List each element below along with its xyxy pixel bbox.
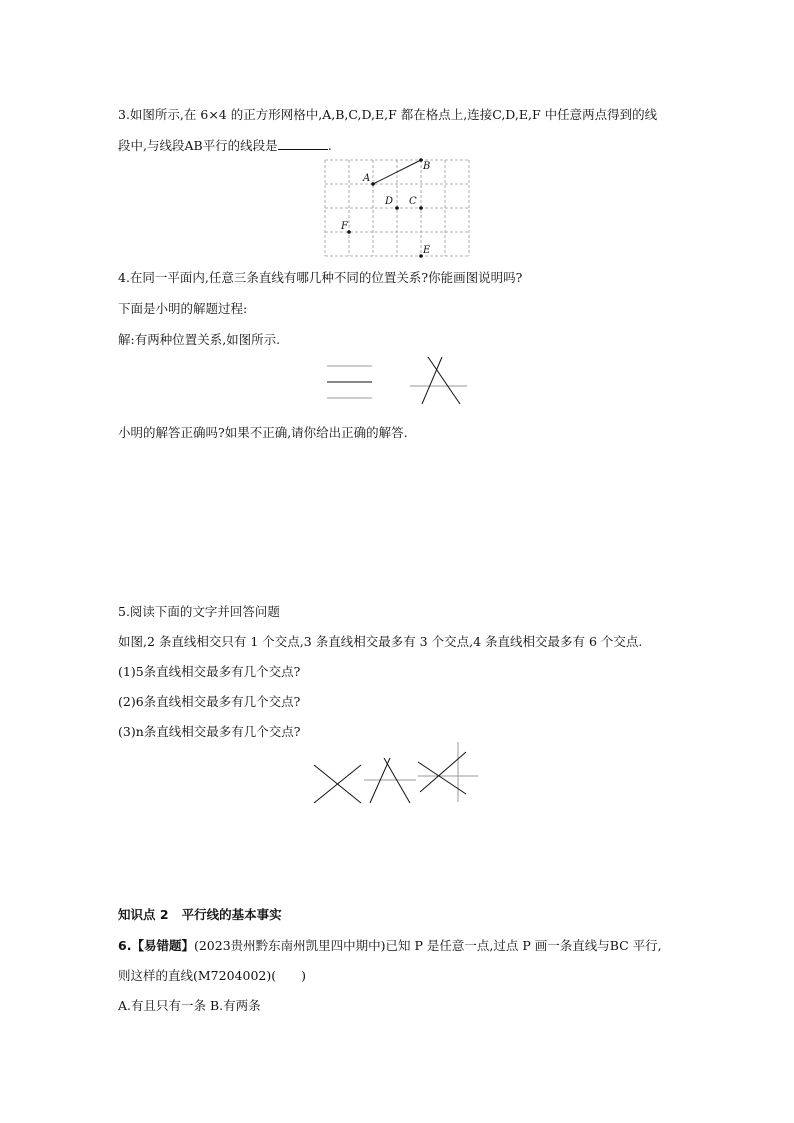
point-d — [395, 206, 399, 210]
label-f: F — [341, 221, 348, 232]
q5-sub-2: (2)6条直线相交最多有几个交点? — [118, 694, 301, 709]
q6-options: A.有且只有一条 B.有两条 — [118, 998, 261, 1013]
q5-description: 如图,2 条直线相交只有 1 个交点,3 条直线相交最多有 3 个交点,4 条直线相交最多有 6 个交点. — [118, 634, 643, 649]
four-lines-figure — [418, 742, 478, 802]
section-heading — [118, 907, 282, 923]
q5-title: 5.阅读下面的文字并回答问题 — [118, 604, 280, 619]
label-c: C — [409, 196, 417, 207]
q6-line-1 — [118, 938, 662, 954]
q4-figure — [322, 352, 472, 407]
two-lines-figure — [314, 765, 361, 803]
q3-line-1: 3.如图所示,在 6×4 的正方形网格中,A,B,C,D,E,F 都在格点上,连接C,D,E,F 中任意两点得到的线 — [118, 107, 658, 122]
q5-figure — [306, 740, 486, 808]
q3-line-2-text: 段中,与线段AB平行的线段是 — [118, 138, 278, 153]
q6-line-1-text: (2023贵州黔东南州凯里四中期中)已知 P 是任意一点,过点 P 画一条直线与BC 平行, — [193, 938, 662, 953]
q5-sub-3: (3)n条直线相交最多有几个交点? — [118, 724, 301, 739]
q4-answer: 解:有两种位置关系,如图所示. — [118, 332, 281, 347]
q4-question: 4.在同一平面内,任意三条直线有哪几种不同的位置关系?你能画图说明吗? — [118, 270, 523, 285]
q6-line-2: 则这样的直线(M7204002)( ) — [118, 968, 306, 983]
q4-intro: 下面是小明的解题过程: — [118, 301, 248, 316]
three-lines-figure — [364, 758, 416, 803]
parallel-lines-figure — [327, 366, 372, 398]
q4-followup: 小明的解答正确吗?如果不正确,请你给出正确的解答. — [118, 425, 408, 440]
q3-line-2 — [118, 137, 332, 154]
label-e: E — [423, 245, 431, 256]
label-b: B — [423, 161, 431, 172]
label-d: D — [385, 196, 394, 207]
section-title: 平行线的基本事实 — [181, 907, 282, 922]
answer-blank — [278, 137, 328, 150]
section-label: 知识点 2 — [118, 907, 169, 922]
label-a: A — [363, 173, 371, 184]
point-a — [371, 182, 375, 186]
q6-tag: 6.【易错题】 — [118, 938, 194, 953]
triangle-lines-figure — [410, 357, 467, 404]
grid-figure — [322, 158, 472, 258]
point-c — [419, 206, 423, 210]
q5-sub-1: (1)5条直线相交最多有几个交点? — [118, 664, 301, 679]
q3-line-2-end: . — [327, 138, 332, 153]
